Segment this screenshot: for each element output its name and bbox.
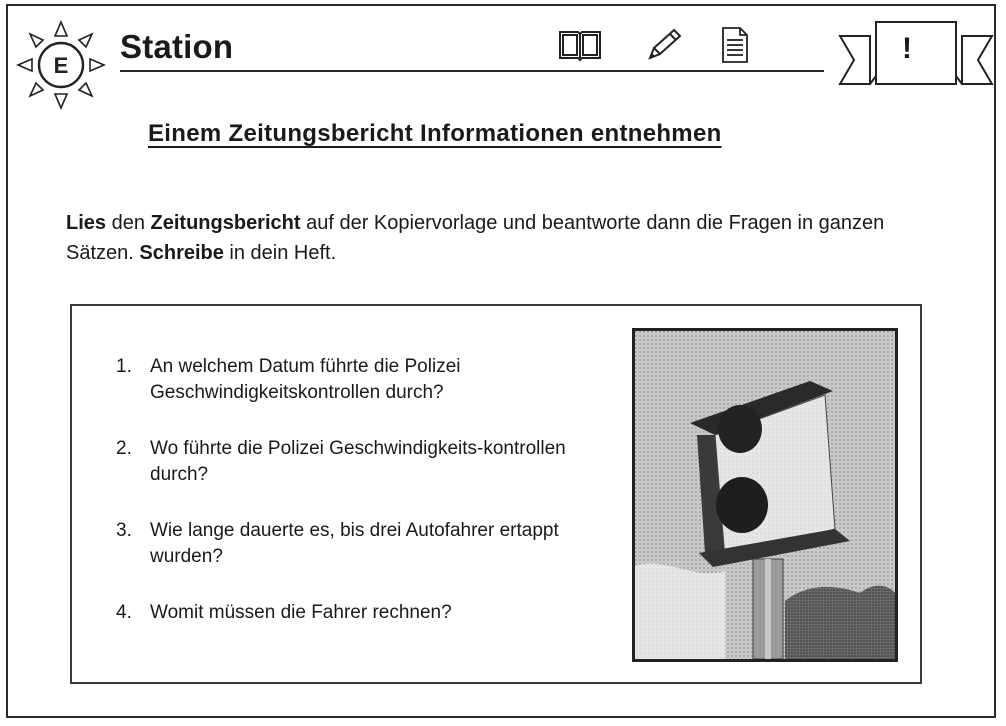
question-item: 1. An welchem Datum führte die Polizei Geschwindigkeitskontrollen durch? xyxy=(116,356,461,403)
question-item: 3. Wie lange dauerte es, bis drei Autofahrer ertappt wurden? xyxy=(116,520,559,567)
station-title: Station xyxy=(120,28,234,65)
question-item: 4. Womit müssen die Fahrer rechnen? xyxy=(116,602,452,623)
exclamation-mark: ! xyxy=(902,32,912,65)
section-title: Einem Zeitungsbericht Informationen entnehmen xyxy=(148,120,722,147)
question-box xyxy=(70,304,922,684)
question-list xyxy=(116,354,586,656)
sun-badge-icon xyxy=(16,20,106,110)
pencil-icon xyxy=(642,26,684,64)
instruction-text: Lies den Zeitungsbericht auf der Kopiervorlage und beantworte dann die Fragen in ganzen Sätzen. Schreibe in dein Heft. xyxy=(66,212,885,264)
badge-letter: E xyxy=(53,53,69,78)
speed-camera-photo xyxy=(632,328,898,662)
question-item: 2. Wo führte die Polizei Geschwindigkeits-kontrollen durch? xyxy=(116,438,566,485)
document-icon xyxy=(720,26,750,64)
book-icon xyxy=(556,26,604,64)
header-divider xyxy=(120,70,824,72)
